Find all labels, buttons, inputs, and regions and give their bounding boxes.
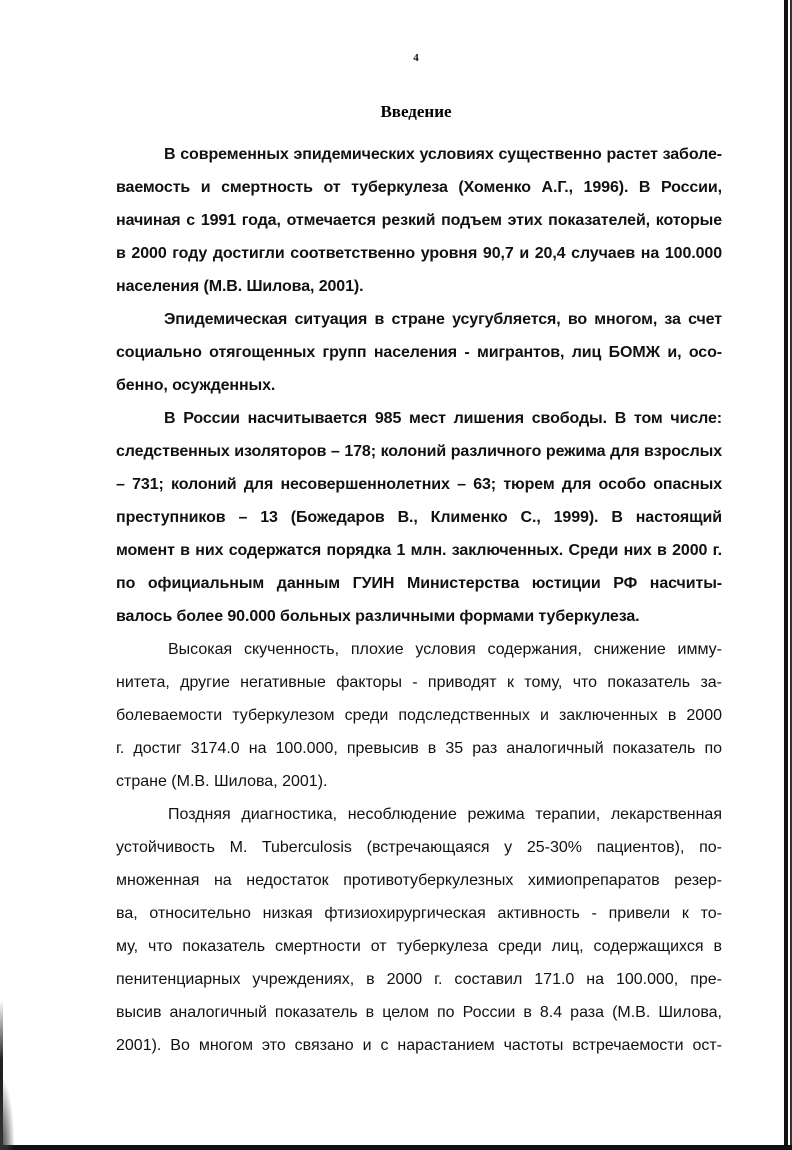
paragraph-2-line: социально отягощенных групп населения - мигрантов, лиц БОМЖ и, осо- xyxy=(116,344,722,361)
paragraph-3-line: – 731; колоний для несовершеннолетних – 63; тюрем для особо опасных xyxy=(116,476,722,493)
paragraph-4-line: болеваемости туберкулезом среди подследственных и заключенных в 2000 xyxy=(116,707,722,724)
body-text xyxy=(116,138,722,1062)
paragraph-5-line: устойчивость M. Tuberculosis (встречающаяся у 25-30% пациентов), по- xyxy=(116,839,722,856)
paragraph-3-line: следственных изоляторов – 178; колоний различного режима для взрослых xyxy=(116,443,722,460)
paragraph-4-line: нитета, другие негативные факторы - приводят к тому, что показатель за- xyxy=(116,674,722,691)
paragraph-5-line: ва, относительно низкая фтизиохирургическая активность - привели к то- xyxy=(116,905,722,922)
paragraph-5-line: Поздняя диагностика, несоблюдение режима терапии, лекарственная xyxy=(168,806,722,823)
page-title: Введение xyxy=(380,102,452,121)
scan-border-bottom xyxy=(0,1145,792,1150)
paragraph-1-line: начиная с 1991 года, отмечается резкий подъем этих показателей, которые xyxy=(116,212,722,229)
scan-smudge xyxy=(0,1080,14,1150)
paragraph-4-line: Высокая скученность, плохие условия содержания, снижение имму- xyxy=(168,641,722,658)
paragraph-1-line: населения (М.В. Шилова, 2001). xyxy=(116,278,364,295)
paragraph-4-line: г. достиг 3174.0 на 100.000, превысив в 35 раз аналогичный показатель по xyxy=(116,740,722,757)
paragraph-5-line: высив аналогичный показатель в целом по России в 8.4 раза (М.В. Шилова, xyxy=(116,1004,722,1021)
paragraph-2-line: бенно, осужденных. xyxy=(116,377,276,394)
paragraph-5-line: му, что показатель смертности от туберкулеза среди лиц, содержащихся в xyxy=(116,938,722,955)
scan-border-right xyxy=(784,0,788,1150)
paragraph-3-line: В России насчитывается 985 мест лишения свободы. В том числе: xyxy=(164,410,722,427)
paragraph-3-line: по официальным данным ГУИН Министерства юстиции РФ насчиты- xyxy=(116,575,722,592)
paragraph-5-line: пенитенциарных учреждениях, в 2000 г. составил 171.0 на 100.000, пре- xyxy=(116,971,722,988)
paragraph-2-line: Эпидемическая ситуация в стране усугубляется, во многом, за счет xyxy=(164,311,722,328)
paragraph-5-line: множенная на недостаток противотуберкулезных химиопрепаратов резер- xyxy=(116,872,722,889)
paragraph-3-line: момент в них содержатся порядка 1 млн. заключенных. Среди них в 2000 г. xyxy=(116,542,722,559)
paragraph-1-line: в 2000 году достигли соответственно уровня 90,7 и 20,4 случаев на 100.000 xyxy=(116,245,722,262)
paragraph-1-line: ваемость и смертность от туберкулеза (Хоменко А.Г., 1996). В России, xyxy=(116,179,722,196)
paragraph-5-line: 2001). Во многом это связано и с нарастанием частоты встречаемости ост- xyxy=(116,1037,722,1054)
paragraph-3-line: преступников – 13 (Божедаров В., Клименко С., 1999). В настоящий xyxy=(116,509,722,526)
paragraph-3-line: валось более 90.000 больных различными формами туберкулеза. xyxy=(116,608,640,625)
page-number: 4 xyxy=(413,52,419,64)
paragraph-4-line: стране (М.В. Шилова, 2001). xyxy=(116,773,328,790)
paragraph-1-line: В современных эпидемических условиях существенно растет заболе- xyxy=(164,146,722,163)
